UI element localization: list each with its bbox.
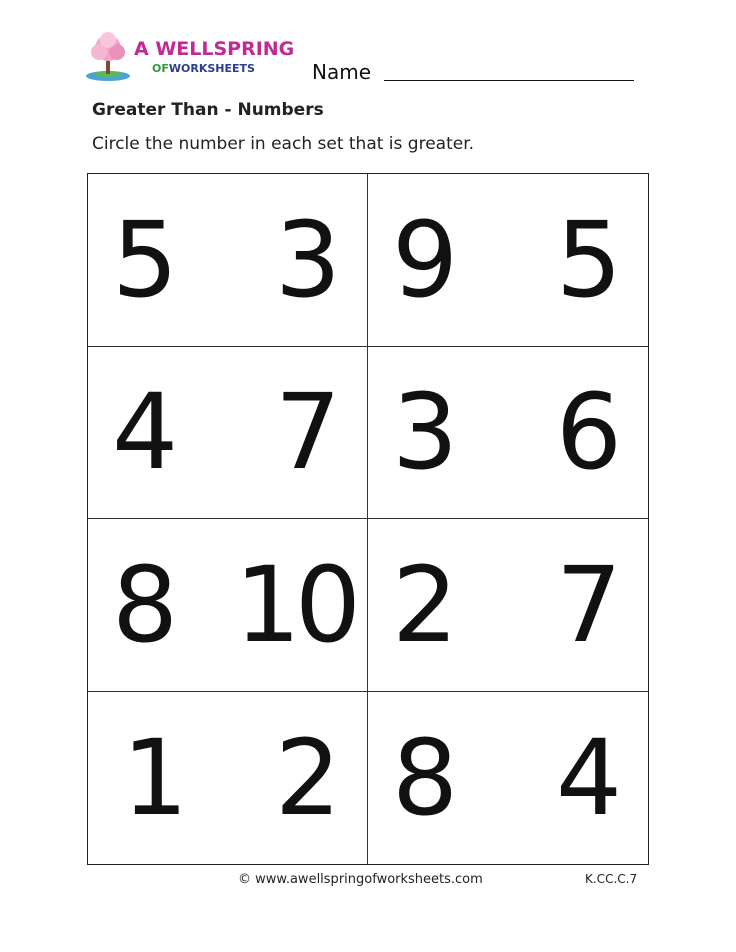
number-left[interactable]: 2	[392, 543, 459, 666]
logo-title: A WELLSPRING	[134, 38, 295, 60]
number-left[interactable]: 8	[112, 543, 179, 666]
number-right[interactable]: 2	[274, 716, 341, 839]
number-right[interactable]: 10	[234, 543, 355, 666]
logo-subtitle-of: OF	[152, 62, 169, 75]
number-right[interactable]: 5	[555, 198, 622, 321]
name-label: Name	[312, 60, 372, 84]
number-left[interactable]: 5	[112, 198, 179, 321]
number-pair-cell	[368, 347, 648, 520]
number-pair-cell	[368, 692, 648, 865]
footer-url: © www.awellspringofworksheets.com	[238, 872, 483, 887]
wellspring-logo	[84, 28, 294, 88]
number-left[interactable]: 3	[392, 371, 459, 494]
logo-subtitle-rest: WORKSHEETS	[168, 62, 255, 75]
number-right[interactable]: 4	[555, 716, 622, 839]
number-right[interactable]: 3	[274, 198, 341, 321]
standard-code: K.CC.C.7	[585, 872, 638, 886]
worksheet-title: Greater Than - Numbers	[92, 100, 324, 120]
number-left[interactable]: 4	[112, 371, 179, 494]
number-pair-cell	[88, 174, 368, 347]
number-right[interactable]: 6	[555, 371, 622, 494]
number-left[interactable]: 8	[392, 716, 459, 839]
number-pair-cell	[88, 519, 368, 692]
number-pair-cell	[88, 692, 368, 865]
number-right[interactable]: 7	[274, 371, 341, 494]
logo-subtitle	[152, 62, 255, 75]
number-right[interactable]: 7	[555, 543, 622, 666]
number-pair-cell	[88, 347, 368, 520]
number-pairs-grid	[87, 173, 649, 865]
name-field-line[interactable]	[384, 80, 634, 81]
number-left[interactable]: 1	[122, 716, 189, 839]
number-pair-cell	[368, 519, 648, 692]
number-left[interactable]: 9	[392, 198, 459, 321]
worksheet-instructions: Circle the number in each set that is greater.	[92, 134, 475, 154]
number-pair-cell	[368, 174, 648, 347]
